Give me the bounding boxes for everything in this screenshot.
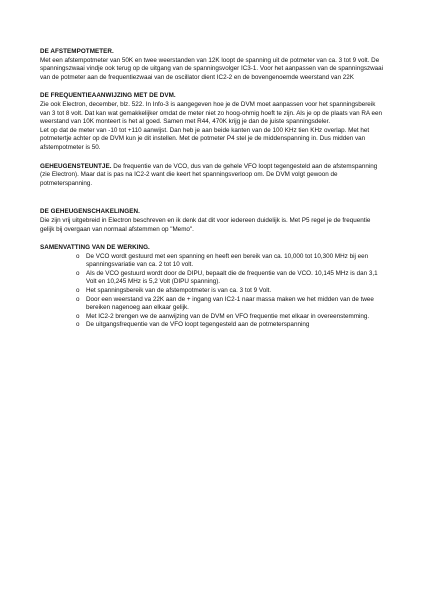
section-paragraph: Let op dat de meter van -10 tot +110 aanwijst. Dan heb je aan beide kanten van de 100 KHz tien KHz overlap. Met het potmetertje achter op de DVM kun je dit instellen. Met de potmeter P4 stel je de middenspanning in. Dus midden van afstempotmeter is 50. bbox=[40, 126, 370, 151]
section-afstempotmeter bbox=[40, 48, 386, 82]
section-paragraph: Die zijn vrij uitgebreid in Electron beschreven en ik denk dat dit voor iedereen duidelijk is. Met P5 regel je de frequentie gelijk bij overgaan van normaal afstemmen op "Memo". bbox=[40, 216, 371, 233]
bullet-icon: o bbox=[76, 287, 80, 295]
section-heading: DE GEHEUGENSCHAKELINGEN. bbox=[40, 208, 140, 216]
list-item-text: Het spanningsbereik van de afstempotmeter is van ca. 3 tot 9 Volt. bbox=[86, 287, 272, 295]
inline-text: De frequentie van de VCO, dus van de gehele VFO loopt tegengesteld aan de afstemspanning (zie Electron). Maar dat is pas na IC2-2 want die keert het spanningsverloop om. De DVM volgt gewoon de potmeterspanning. bbox=[40, 162, 378, 187]
bullet-icon: o bbox=[76, 252, 80, 260]
section-heading: DE FREQUENTIEAANWIJZING MET DE DVM. bbox=[40, 92, 176, 100]
section-heading: DE AFSTEMPOTMETER. bbox=[40, 48, 114, 55]
list-item-text: Door een weerstand va 22K aan de + ingang van IC2-1 naar massa maken we het midden van de twee bereiken nagenoeg aan elkaar gelijk. bbox=[86, 295, 374, 312]
summary-list bbox=[40, 253, 386, 330]
document-page bbox=[40, 48, 386, 340]
section-paragraph bbox=[40, 163, 386, 189]
list-item bbox=[40, 287, 386, 296]
spacer bbox=[40, 198, 386, 208]
section-heading: SAMENVATTING VAN DE WERKING. bbox=[40, 244, 150, 252]
section-frequentieaanwijzing bbox=[40, 92, 386, 152]
bullet-icon: o bbox=[76, 295, 80, 303]
bullet-icon: o bbox=[76, 269, 80, 277]
bullet-icon: o bbox=[76, 321, 80, 329]
section-paragraph: Zie ook Electron, december, blz. 522. In Info-3 is aangegeven hoe je de DVM moet aanpassen voor het spanningsbereik van 3 tot 8 volt. Dat kan wat gemakkelijker omdat de meter niet zo hoog-ohmig hoeft te zijn. Als je op de plaats van RA een weerstand van 10K monteert is het al goed. Samen met R44, 470K krijg je dan de juiste spanningsdeler. bbox=[40, 100, 382, 126]
inline-heading: GEHEUGENSTEUNTJE. bbox=[40, 162, 112, 170]
list-item bbox=[40, 253, 386, 270]
list-item-text: Met IC2-2 brengen we de aanwijzing van de DVM en VFO frequentie met elkaar in overeenstemming. bbox=[86, 312, 370, 320]
section-geheugenschakelingen bbox=[40, 208, 386, 234]
section-paragraph: Met een afstempotmeter van 50K en twee weerstanden van 12K loopt de spanning uit de potmeter van ca. 3 tot 9 volt. De spanningszwaai vindje ook terug op de uitgang van de spanningsvolger IC3-1. Voor het aanpassen van de spanningszwaai van de potmeter aan de frequentiezwaai van de oscillator dient IC2-2 en de bovengenoemde weerstand van 22K bbox=[40, 56, 384, 81]
list-item bbox=[40, 313, 386, 322]
section-geheugensteuntje bbox=[40, 163, 386, 189]
list-item bbox=[40, 270, 386, 287]
list-item-text: Als de VCO gestuurd wordt door de DIPU, bepaalt die de frequentie van de VCO. 10,145 MHz is dan 3,1 Volt en 10,245 MHz is 5,2 Volt (DIPU spanning). bbox=[86, 269, 378, 286]
list-item-text: De VCO wordt gestuurd met een spanning en heeft een bereik van ca. 10,000 tot 10,300 MHz bij een spanningsvariatie van ca. 2 tot 10 volt. bbox=[86, 252, 369, 269]
section-samenvatting bbox=[40, 244, 386, 330]
list-item bbox=[40, 321, 386, 330]
bullet-icon: o bbox=[76, 312, 80, 320]
list-item-text: De uitgangsfrequentie van de VFO loopt tegengesteld aan de potmeterspanning bbox=[86, 321, 310, 329]
list-item bbox=[40, 296, 386, 313]
